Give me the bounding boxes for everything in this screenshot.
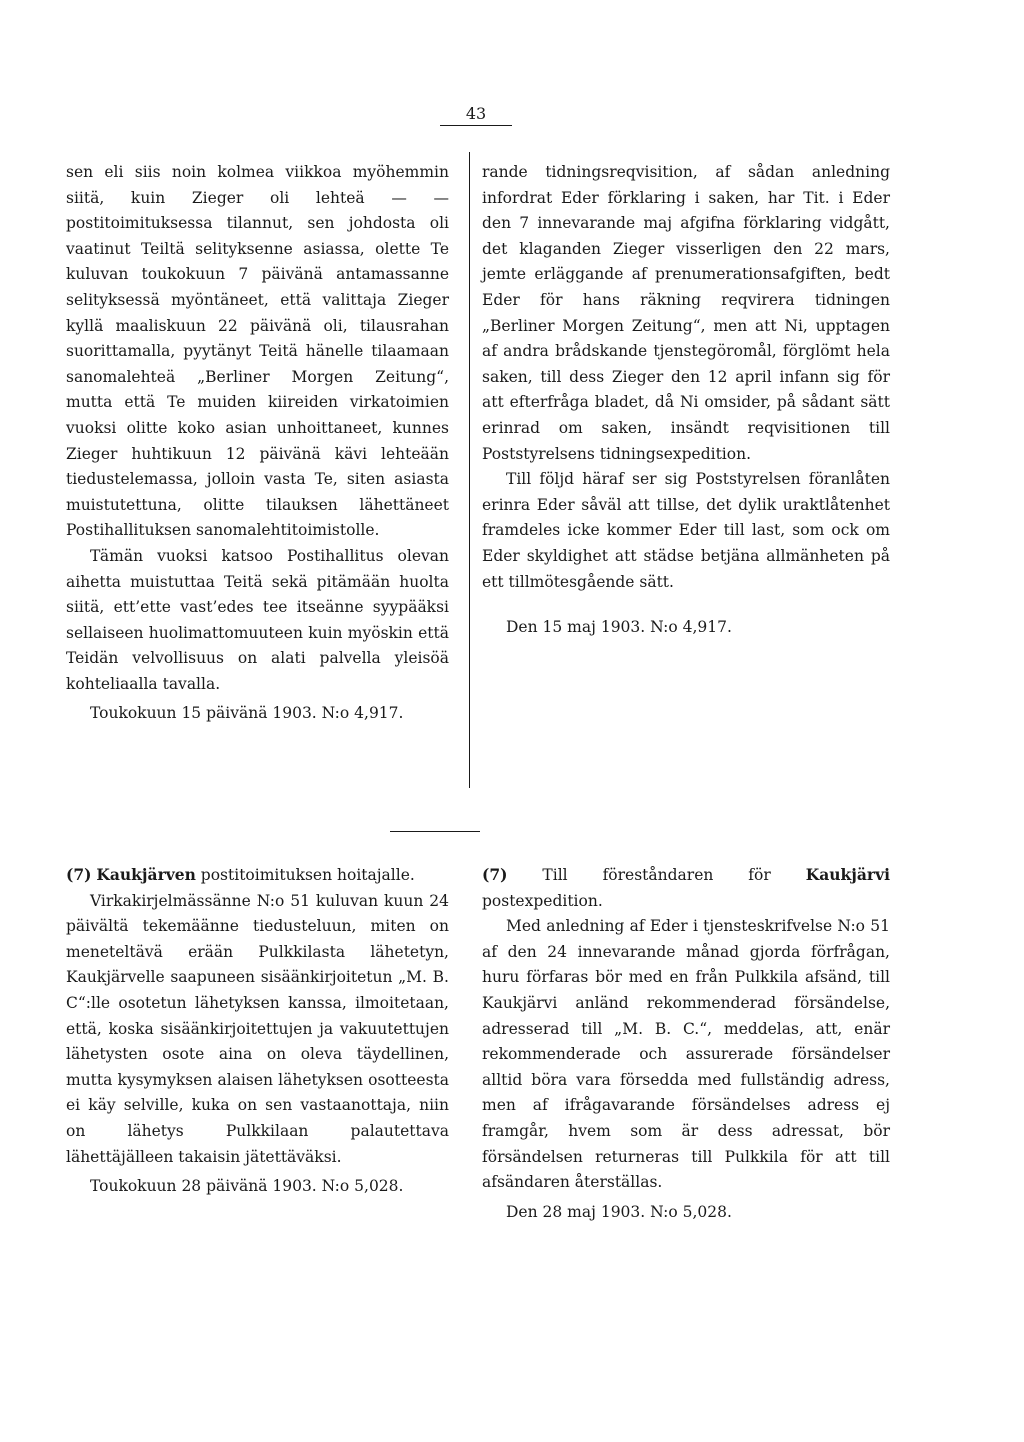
heading-text: postitoimituksen hoitajalle. bbox=[195, 866, 415, 884]
heading-text: postexpedition. bbox=[482, 891, 603, 910]
paragraph: Till följd häraf ser sig Poststyrelsen föranlåten erinra Eder såväl att tillse, det dylik uraktlåtenhet framdeles icke kommer Eder till last, som ock om Eder skyldighet att städse betjäna allmänheten på ett tillmötesgående sätt. bbox=[482, 470, 890, 591]
signature-line: Den 15 maj 1903. N:o 4,917. bbox=[506, 618, 732, 637]
paragraph: rande tidningsreqvisition, af sådan anledning infordrat Eder förklaring i saken, har Tit. i Eder den 7 innevarande maj afgifna förklaring vidgått, det klaganden Zieger visserligen den 22 mars, jemte erläggande af prenumerationsafgiften, bedt Eder för hans räkning reqvirera tidningen „Berliner Morgen Zeitung“, men att Ni, upptagen af andra brådskande tjenstegöromål, förglömt hela saken, till dess Zieger den 12 april infann sig för att efterfråga bladet, då Ni omsider, på sådant sätt erinrad om saken, insändt reqvisitionen till Poststyrelsens tidningsexpedition. bbox=[482, 163, 890, 463]
paragraph: Med anledning af Eder i tjensteskrifvelse N:o 51 af den 24 innevarande månad gjorda förfrågan, huru förfaras bör med en från Pulkkila afsänd, till Kaukjärvi anländ rekommenderad försändelse, adresserad till „M. B. C.“, meddelas, att, enär rekommenderade och assurerade försändelser alltid böra vara försedda med fullständig adress, men af ifrågavarande försändelses adress ej framgår, hvem som är dess adressat, bör försändelsen returneras till Pulkkila för att till afsändaren återställas. bbox=[482, 917, 890, 1192]
section-divider bbox=[390, 831, 480, 832]
top-left-column-finnish bbox=[66, 160, 449, 727]
page-number: 43 bbox=[440, 104, 512, 126]
signature-line: Toukokuun 28 päivänä 1903. N:o 5,028. bbox=[90, 1177, 404, 1196]
top-right-column-swedish bbox=[482, 160, 890, 641]
letter-heading bbox=[482, 862, 890, 914]
item-number: (7) bbox=[66, 865, 92, 884]
recipient-name: Kaukjärvi bbox=[805, 865, 890, 884]
signature-line: Den 28 maj 1903. N:o 5,028. bbox=[506, 1202, 732, 1221]
heading-text: Till föreståndaren för bbox=[507, 866, 806, 884]
item-number: (7) bbox=[482, 865, 508, 884]
paragraph: sen eli siis noin kolmea viikkoa myöhemmin siitä, kuin Zieger oli lehteä — — postitoimituksessa tilannut, sen johdosta oli vaatinut Teiltä selityksenne asiassa, olette Te kuluvan toukokuun 7 päivänä antamassanne selityksessä myöntäneet, että valittaja Zieger kyllä maaliskuun 22 päivänä oli, tilausrahan suorittamalla, pyytänyt Teitä hänelle tilaamaan sanomalehteä „Berliner Morgen Zeitung“, mutta että Te muiden kiireiden virkatoimien vuoksi olitte koko asian unhoittaneet, kunnes Zieger huhtikuun 12 päivänä kävi lehteään tiedustelemassa, jolloin vasta Te, siten asiasta muistutettuna, olitte tilauksen lähettäneet Postihallituksen sanomalehtitoimistolle. bbox=[66, 163, 449, 540]
recipient-name: Kaukjärven bbox=[96, 865, 196, 884]
column-divider bbox=[469, 152, 470, 788]
bottom-right-column-swedish bbox=[482, 862, 890, 1225]
bottom-left-column-finnish bbox=[66, 862, 449, 1200]
signature-line: Toukokuun 15 päivänä 1903. N:o 4,917. bbox=[90, 704, 404, 723]
paragraph: Tämän vuoksi katsoo Postihallitus olevan aihetta muistuttaa Teitä sekä pitämään huolta siitä, ett’ette vast’edes tee itseänne syypääksi sellaiseen huolimattomuuteen kuin myöskin että Teidän velvollisuus on alati palvella yleisöä kohteliaalla tavalla. bbox=[66, 546, 449, 693]
paragraph: Virkakirjelmässänne N:o 51 kuluvan kuun 24 päivältä tekemäänne tiedusteluun, miten on meneteltävä erään Pulkkilasta lähetetyn, Kaukjärvelle saapuneen sisäänkirjoitetun „M. B. C“:lle osotetun lähetyksen kanssa, ilmoitetaan, että, koska sisäänkirjoitettujen ja vakuutettujen lähetysten osote aina on oleva täydellinen, mutta kysymyksen alaisen lähetyksen osotteesta ei käy selville, kuka on sen vastaanottaja, niin on lähetys Pulkkilaan palautettava lähettäjälleen takaisin jätettäväksi. bbox=[66, 891, 449, 1166]
letter-heading bbox=[66, 862, 449, 889]
